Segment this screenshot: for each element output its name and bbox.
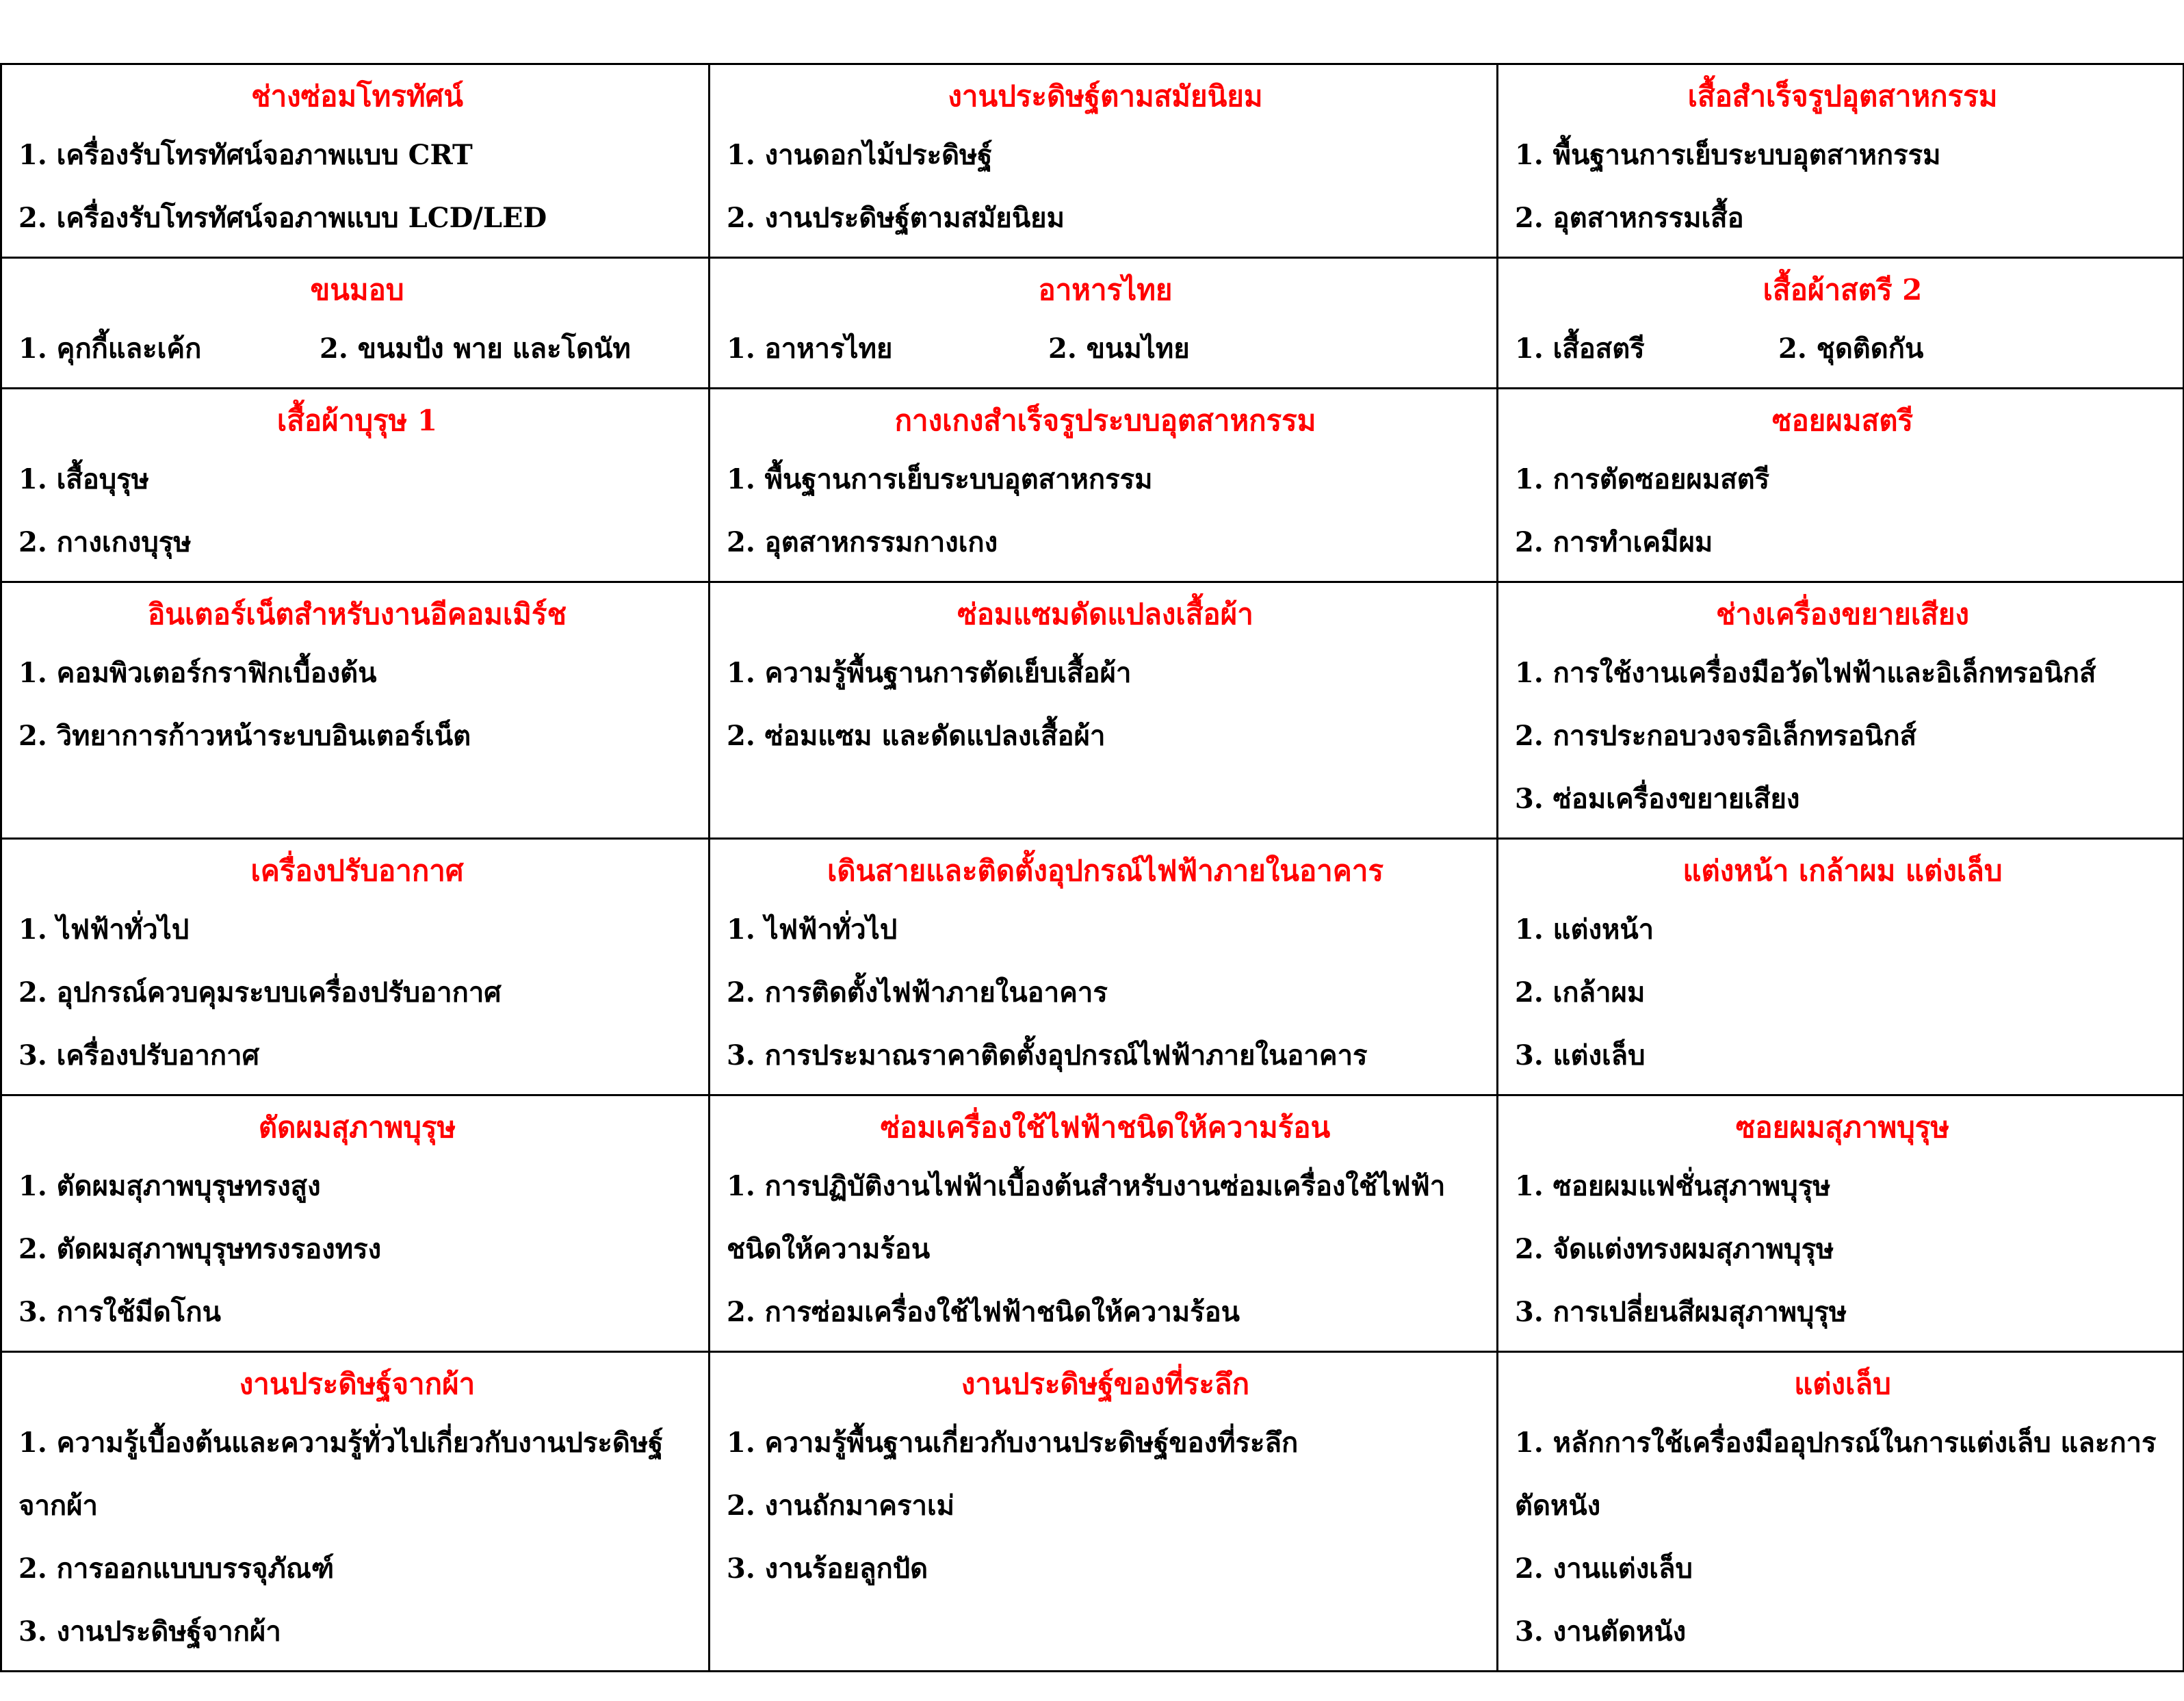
course-item: 1. อาหารไทย [727,333,893,365]
course-item: 2. อุตสาหกรรมเสื้อ [1515,202,1744,234]
course-item: 1. เครื่องรับโทรทัศน์จอภาพแบบ CRT [18,139,473,171]
course-cell [1498,258,2184,389]
course-title: เสื้อผ้าบุรุษ 1 [276,404,438,437]
course-title: กางเกงสำเร็จรูประบบอุตสาหกรรม [894,404,1316,437]
course-item: 3. การประมาณราคาติดตั้งอุปกรณ์ไฟฟ้าภายในอาคาร [727,1039,1368,1072]
course-item: 1. ตัดผมสุภาพบุรุษทรงสูง [18,1170,321,1202]
course-item: 3. การใช้มีดโกน [18,1296,221,1328]
course-item: 1. ความรู้พื้นฐานเกี่ยวกับงานประดิษฐ์ของที่ระลึก [727,1427,1299,1459]
course-item: 2. ตัดผมสุภาพบุรุษทรงรองทรง [18,1233,382,1265]
course-item: 2. การประกอบวงจรอิเล็กทรอนิกส์ [1515,720,1917,752]
course-item: 1. แต่งหน้า [1515,913,1654,946]
course-cell [1498,839,2184,1095]
course-item: 1. การตัดซอยผมสตรี [1515,463,1770,495]
course-item: 2. วิทยาการก้าวหน้าระบบอินเตอร์เน็ต [18,720,471,752]
course-title: งานประดิษฐ์ของที่ระลึก [961,1367,1250,1401]
course-item: 2. อุปกรณ์ควบคุมระบบเครื่องปรับอากาศ [18,976,502,1009]
course-item: 2. กางเกงบุรุษ [18,526,192,558]
course-title: ซอยผมสุภาพบุรุษ [1735,1111,1950,1144]
course-item: 1. คุกกี้และเค้ก [18,333,202,365]
table-row [1,64,2184,258]
course-cell [1498,1352,2184,1672]
course-cell [710,839,1498,1095]
course-item: 2. การทำเคมีผม [1515,526,1713,558]
course-title: เดินสายและติดตั้งอุปกรณ์ไฟฟ้าภายในอาคาร [827,854,1384,887]
course-item: 1. เสื้อสตรี [1515,333,1645,365]
course-title: ช่างซ่อมโทรทัศน์ [251,79,463,113]
course-title: เสื้อผ้าสตรี 2 [1763,273,1923,307]
course-item: 2. งานถักมาคราเม่ [727,1490,955,1522]
table-row [1,258,2184,389]
course-item: 2. ชุดติดกัน [1778,333,1924,365]
course-item: 3. งานร้อยลูกปัด [727,1553,928,1585]
course-item: 1. การปฏิบัติงานไฟฟ้าเบื้องต้นสำหรับงานซ่อมเครื่องใช้ไฟฟ้าชนิดให้ความร้อน [727,1170,1446,1265]
course-title: ขนมอบ [310,273,404,307]
course-item: 2. การติดตั้งไฟฟ้าภายในอาคาร [727,976,1108,1009]
course-title: เครื่องปรับอากาศ [250,854,464,887]
table-row [1,582,2184,839]
course-item: 1. การใช้งานเครื่องมือวัดไฟฟ้าและอิเล็กทรอนิกส์ [1515,657,2096,689]
course-title: แต่งหน้า เกล้าผม แต่งเล็บ [1682,854,2003,887]
course-cell [1498,1095,2184,1352]
table-row [1,1095,2184,1352]
course-title: ซ่อมเครื่องใช้ไฟฟ้าชนิดให้ความร้อน [880,1111,1331,1144]
course-title: เสื้อสำเร็จรูปอุตสาหกรรม [1687,79,1998,113]
course-item: 3. การเปลี่ยนสีผมสุภาพบุรุษ [1515,1296,1847,1328]
course-cell [1,258,710,389]
course-item: 1. ซอยผมแฟชั่นสุภาพบุรุษ [1515,1170,1831,1202]
course-title: ซ่อมแซมดัดแปลงเสื้อผ้า [957,597,1253,631]
course-item: 2. อุตสาหกรรมกางเกง [727,526,998,558]
course-item: 2. การซ่อมเครื่องใช้ไฟฟ้าชนิดให้ความร้อน [727,1296,1240,1328]
course-title: ตัดผมสุภาพบุรุษ [258,1111,456,1144]
course-item: 1. พื้นฐานการเย็บระบบอุตสาหกรรม [727,463,1153,495]
course-item: 2. งานแต่งเล็บ [1515,1553,1693,1585]
course-title: อินเตอร์เน็ตสำหรับงานอีคอมเมิร์ช [148,597,567,631]
course-cell [710,1095,1498,1352]
course-item: 2. ขนมไทย [1048,333,1190,365]
course-cell [710,1352,1498,1672]
course-title: ช่างเครื่องขยายเสียง [1716,597,1969,631]
course-cell [1,389,710,582]
course-cell [1498,64,2184,258]
course-item: 1. เสื้อบุรุษ [18,463,150,495]
course-item: 1. หลักการใช้เครื่องมืออุปกรณ์ในการแต่งเล็บ และการตัดหนัง [1515,1427,2157,1522]
course-item: 2. งานประดิษฐ์ตามสมัยนิยม [727,202,1065,234]
course-item: 3. เครื่องปรับอากาศ [18,1039,259,1072]
course-item: 2. เครื่องรับโทรทัศน์จอภาพแบบ LCD/LED [18,202,547,234]
course-item: 2. การออกแบบบรรจุภัณฑ์ [18,1553,335,1585]
course-title: งานประดิษฐ์ตามสมัยนิยม [948,79,1263,113]
course-item: 1. คอมพิวเตอร์กราฟิกเบื้องต้น [18,657,377,689]
course-title: งานประดิษฐ์จากผ้า [239,1367,476,1401]
course-cell [710,582,1498,839]
course-cell [1498,389,2184,582]
course-cell [1,1095,710,1352]
course-item: 3. งานประดิษฐ์จากผ้า [18,1615,281,1648]
course-cell [1,64,710,258]
course-item: 3. งานตัดหนัง [1515,1615,1687,1648]
course-item: 2. จัดแต่งทรงผมสุภาพบุรุษ [1515,1233,1834,1265]
course-item: 2. ซ่อมแซม และดัดแปลงเสื้อผ้า [727,720,1106,752]
table-row [1,839,2184,1095]
course-cell [1,582,710,839]
table-row [1,389,2184,582]
course-cell [1,1352,710,1672]
course-item: 1. งานดอกไม้ประดิษฐ์ [727,139,993,171]
course-cell [1498,582,2184,839]
course-item: 1. ไฟฟ้าทั่วไป [18,913,190,946]
course-item: 3. แต่งเล็บ [1515,1039,1646,1072]
course-item: 2. ขนมปัง พาย และโดนัท [320,333,631,365]
course-item: 1. ความรู้เบื้องต้นและความรู้ทั่วไปเกี่ยวกับงานประดิษฐ์จากผ้า [18,1427,664,1522]
course-cell [1,839,710,1095]
course-cell [710,64,1498,258]
course-title: แต่งเล็บ [1794,1367,1891,1401]
course-item: 1. ไฟฟ้าทั่วไป [727,913,898,946]
course-cell [710,389,1498,582]
course-item: 1. พื้นฐานการเย็บระบบอุตสาหกรรม [1515,139,1941,171]
table-row [1,1352,2184,1672]
course-cell [710,258,1498,389]
course-title: ซอยผมสตรี [1771,404,1914,437]
course-title: อาหารไทย [1038,273,1173,307]
course-table [0,63,2184,1672]
course-item: 1. ความรู้พื้นฐานการตัดเย็บเสื้อผ้า [727,657,1132,689]
course-item: 2. เกล้าผม [1515,976,1646,1009]
course-item: 3. ซ่อมเครื่องขยายเสียง [1515,783,1800,815]
